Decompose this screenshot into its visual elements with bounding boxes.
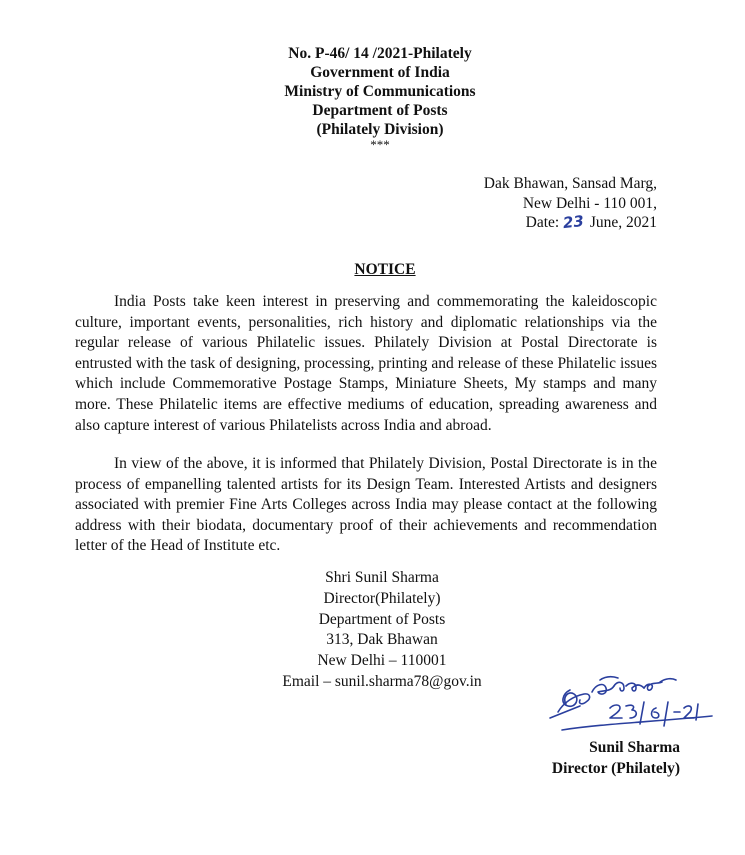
government-name: Government of India	[310, 64, 450, 81]
date-line	[484, 213, 657, 233]
signatory-name: Sunil Sharma	[589, 739, 680, 756]
contact-department: Department of Posts	[318, 610, 446, 628]
contact-office: 313, Dak Bhawan	[326, 631, 438, 649]
handwritten-date-day: 23	[562, 211, 585, 233]
letterhead	[180, 44, 580, 151]
handwritten-signature	[540, 668, 725, 740]
contact-designation: Director(Philately)	[323, 589, 441, 607]
signatory-designation: Director (Philately)	[551, 759, 680, 777]
contact-address	[282, 568, 482, 693]
ministry-name: Ministry of Communications	[284, 83, 476, 100]
sender-address	[484, 174, 657, 233]
notice-paragraph-2: In view of the above, it is informed that Philately Division, Postal Directorate is in the process of empanelling talented artists for its Design Team. Interested Artists and designers associated with premier Fine Arts Colleges across India may please contact at the following address with their biodata, documentary proof of their achievements and recommendation letter of the Head of Institute etc.	[75, 455, 657, 555]
contact-email: Email – sunil.sharma78@gov.in	[282, 672, 482, 690]
notice-paragraph-1: India Posts take keen interest in preserving and commemorating the kaleidoscopic culture, important events, personalities, rich history and diplomatic relationships via the regular release of various Philatelic issues. Philately Division at Postal Directorate is entrusted with the task of designing, processing, printing and release of these Philatelic issues which include Commemorative Postage Stamps, Miniature Sheets, My stamps and many more. These Philatelic items are effective mediums of education, spreading awareness and also capture interest of various Philatelists across India and abroad.	[75, 293, 657, 434]
date-label: Date:	[525, 214, 564, 231]
notice-title: NOTICE	[354, 261, 416, 278]
address-line-2: New Delhi - 110 001,	[522, 194, 657, 212]
department-name: Department of Posts	[312, 102, 448, 119]
file-number: No. P-46/ 14 /2021-Philately	[288, 45, 472, 62]
date-month-year: June, 2021	[585, 214, 657, 231]
address-line-1: Dak Bhawan, Sansad Marg,	[483, 175, 657, 192]
signatory-block	[500, 738, 680, 779]
separator-stars: ***	[370, 137, 390, 152]
division-name: (Philately Division)	[316, 121, 444, 138]
contact-city: New Delhi – 110001	[317, 652, 447, 670]
contact-name: Shri Sunil Sharma	[325, 569, 439, 586]
